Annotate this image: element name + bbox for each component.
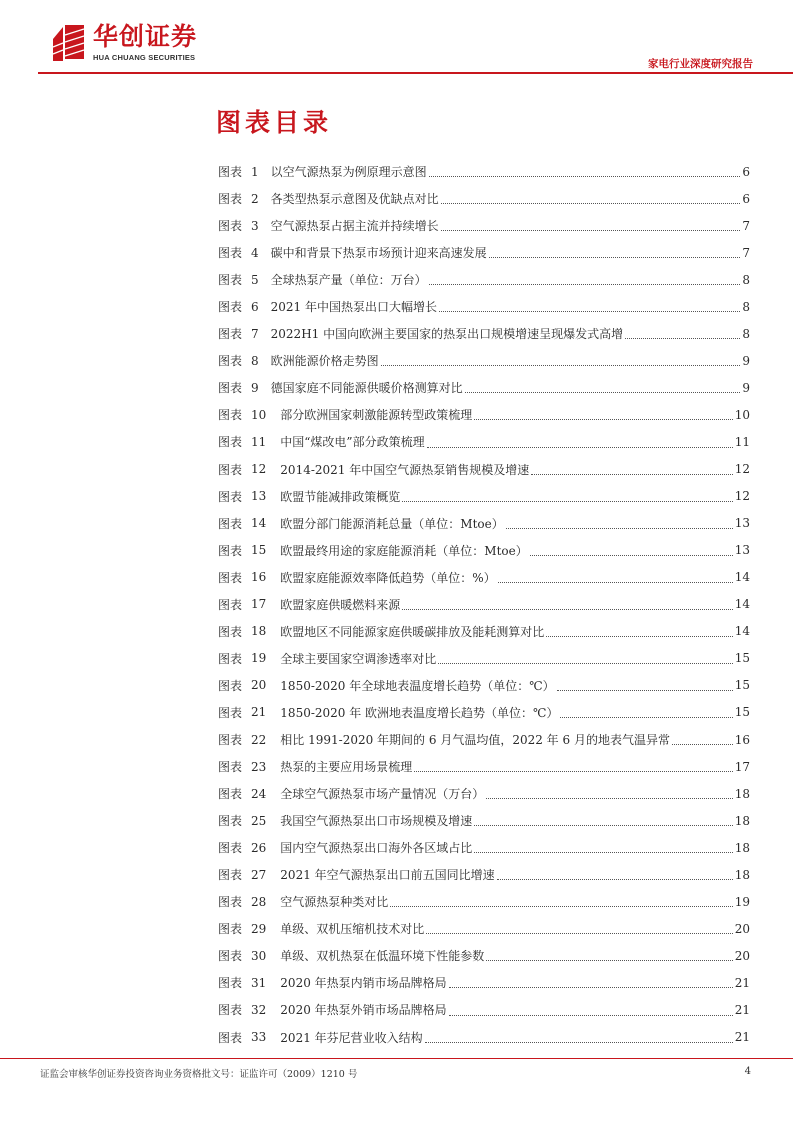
toc-entry-page: 9 <box>742 353 750 368</box>
toc-dot-leader <box>474 824 732 826</box>
toc-entry-page: 6 <box>742 191 750 206</box>
toc-entry-number: 12 <box>251 462 267 477</box>
toc-dot-leader <box>414 770 732 772</box>
toc-entry-number: 27 <box>251 867 267 882</box>
toc-entry[interactable] <box>218 888 750 915</box>
toc-entry-number: 19 <box>251 651 267 666</box>
toc-entry-number: 21 <box>251 705 267 720</box>
toc-entry-title: 欧盟家庭供暖燃料来源 <box>280 597 401 612</box>
toc-entry-number: 7 <box>251 326 259 341</box>
toc-entry[interactable] <box>218 780 750 807</box>
toc-entry-page: 18 <box>734 867 750 882</box>
toc-entry-label: 图表 <box>218 624 243 639</box>
toc-entry-page: 20 <box>734 921 750 936</box>
toc-entry-title: 部分欧洲国家刺激能源转型政策梳理 <box>280 408 473 423</box>
toc-entry-page: 21 <box>734 1002 750 1017</box>
toc-entry-number: 4 <box>251 245 259 260</box>
toc-entry-page: 18 <box>734 786 750 801</box>
toc-entry[interactable] <box>218 915 750 942</box>
toc-dot-leader <box>625 337 740 339</box>
page-header <box>0 0 793 76</box>
toc-entry-title: 欧盟分部门能源消耗总量（单位：Mtoe） <box>280 516 504 531</box>
toc-entry-label: 图表 <box>218 597 243 612</box>
toc-dot-leader <box>560 716 732 718</box>
toc-entry-title: 各类型热泵示意图及优缺点对比 <box>270 192 439 207</box>
toc-dot-leader <box>449 986 733 988</box>
toc-entry[interactable] <box>218 510 750 537</box>
toc-entry[interactable] <box>218 158 750 185</box>
toc-entry-label: 图表 <box>218 462 243 477</box>
toc-entry[interactable] <box>218 537 750 564</box>
toc-entry[interactable] <box>218 266 750 293</box>
toc-entry-title: 2022H1 中国向欧洲主要国家的热泵出口规模增速呈现爆发式高增 <box>270 327 624 342</box>
toc-entry-number: 32 <box>251 1002 267 1017</box>
toc-entry-title: 空气源热泵占据主流并持续增长 <box>270 219 439 234</box>
toc-entry-page: 7 <box>742 218 750 233</box>
toc-dot-leader <box>530 554 733 556</box>
toc-entry-label: 图表 <box>218 814 243 829</box>
toc-entry-title: 2014-2021 年中国空气源热泵销售规模及增速 <box>280 462 530 477</box>
toc-entry-label: 图表 <box>218 246 243 261</box>
toc-entry[interactable] <box>218 753 750 780</box>
toc-entry-number: 25 <box>251 813 267 828</box>
brand-name-en: HUA CHUANG SECURITIES <box>93 53 196 62</box>
toc-dot-leader <box>402 500 732 502</box>
toc-dot-leader <box>427 446 733 448</box>
toc-entry-label: 图表 <box>218 1030 243 1045</box>
header-divider <box>38 72 793 74</box>
toc-entry[interactable] <box>218 239 750 266</box>
toc-entry-number: 10 <box>251 407 267 422</box>
toc-entry-title: 国内空气源热泵出口海外各区域占比 <box>280 841 473 856</box>
toc-dot-leader <box>426 932 732 934</box>
toc-entry-label: 图表 <box>218 516 243 531</box>
toc-entry-page: 14 <box>734 597 750 612</box>
toc-entry-page: 8 <box>742 272 750 287</box>
toc-entry-number: 13 <box>251 489 267 504</box>
toc-entry-page: 18 <box>734 813 750 828</box>
toc-entry-page: 15 <box>734 651 750 666</box>
toc-entry-page: 20 <box>734 948 750 963</box>
toc-entry-label: 图表 <box>218 381 243 396</box>
toc-entry-page: 7 <box>742 245 750 260</box>
toc-entry-label: 图表 <box>218 678 243 693</box>
toc-entry[interactable] <box>218 861 750 888</box>
toc-entry-title: 全球主要国家空调渗透率对比 <box>280 651 437 666</box>
toc-entry[interactable] <box>218 699 750 726</box>
toc-entry-label: 图表 <box>218 787 243 802</box>
footer-license-text: 证监会审核华创证券投资咨询业务资格批文号：证监许可（2009）1210 号 <box>40 1069 358 1080</box>
toc-entry-number: 8 <box>251 353 259 368</box>
toc-entry[interactable] <box>218 456 750 483</box>
toc-entry-title: 欧盟地区不同能源家庭供暖碳排放及能耗测算对比 <box>280 624 545 639</box>
toc-dot-leader <box>438 662 732 664</box>
toc-entry-title: 2020 年热泵内销市场品牌格局 <box>280 976 447 991</box>
toc-entry-number: 24 <box>251 786 267 801</box>
toc-entry-title: 全球热泵产量（单位：万台） <box>270 273 427 288</box>
table-of-figures <box>218 158 750 1051</box>
toc-entry[interactable] <box>218 645 750 672</box>
toc-entry-label: 图表 <box>218 949 243 964</box>
toc-entry-page: 13 <box>734 516 750 531</box>
toc-entry-title: 2021 年芬尼营业收入结构 <box>280 1030 423 1045</box>
huachuang-logo-icon <box>50 23 86 63</box>
toc-entry-label: 图表 <box>218 841 243 856</box>
toc-dot-leader <box>390 905 732 907</box>
toc-entry-label: 图表 <box>218 895 243 910</box>
toc-entry-title: 单级、双机热泵在低温环境下性能参数 <box>280 949 485 964</box>
toc-entry[interactable] <box>218 374 750 401</box>
toc-entry-page: 6 <box>742 164 750 179</box>
toc-entry-title: 欧盟最终用途的家庭能源消耗（单位：Mtoe） <box>280 543 528 558</box>
toc-entry-number: 1 <box>251 164 259 179</box>
toc-entry[interactable] <box>218 726 750 753</box>
toc-entry-number: 33 <box>251 1030 267 1045</box>
toc-entry-number: 22 <box>251 732 267 747</box>
toc-dot-leader <box>506 527 733 529</box>
toc-dot-leader <box>441 202 741 204</box>
toc-entry-number: 18 <box>251 624 267 639</box>
toc-entry-title: 欧洲能源价格走势图 <box>270 354 379 369</box>
toc-entry-title: 我国空气源热泵出口市场规模及增速 <box>280 814 473 829</box>
toc-entry-label: 图表 <box>218 760 243 775</box>
page-title: 图表目录 <box>216 108 333 137</box>
toc-entry-title: 2021 年中国热泵出口大幅增长 <box>270 300 438 315</box>
toc-entry-number: 11 <box>251 434 267 449</box>
toc-dot-leader <box>531 473 732 475</box>
toc-entry-title: 中国“煤改电”部分政策梳理 <box>280 435 425 450</box>
toc-entry-title: 欧盟家庭能源效率降低趋势（单位：%） <box>280 570 496 585</box>
toc-entry[interactable] <box>218 401 750 428</box>
toc-dot-leader <box>439 310 740 312</box>
toc-entry-page: 16 <box>734 732 750 747</box>
toc-entry-number: 15 <box>251 543 267 558</box>
toc-dot-leader <box>489 256 741 258</box>
toc-entry-label: 图表 <box>218 570 243 585</box>
toc-entry-page: 17 <box>734 759 750 774</box>
toc-entry-label: 图表 <box>218 300 243 315</box>
toc-dot-leader <box>441 229 741 231</box>
toc-entry-label: 图表 <box>218 489 243 504</box>
toc-entry-label: 图表 <box>218 976 243 991</box>
toc-entry-label: 图表 <box>218 354 243 369</box>
toc-entry-number: 23 <box>251 759 267 774</box>
toc-entry-label: 图表 <box>218 435 243 450</box>
toc-entry[interactable] <box>218 942 750 969</box>
toc-entry-label: 图表 <box>218 273 243 288</box>
toc-entry-title: 碳中和背景下热泵市场预计迎来高速发展 <box>270 246 487 261</box>
toc-entry-page: 11 <box>734 434 750 449</box>
toc-dot-leader <box>672 743 733 745</box>
toc-entry-label: 图表 <box>218 165 243 180</box>
toc-dot-leader <box>429 283 741 285</box>
toc-dot-leader <box>474 418 732 420</box>
toc-entry-label: 图表 <box>218 651 243 666</box>
toc-dot-leader <box>429 175 741 177</box>
toc-entry-number: 3 <box>251 218 259 233</box>
toc-dot-leader <box>557 689 733 691</box>
toc-entry-label: 图表 <box>218 192 243 207</box>
toc-entry[interactable] <box>218 618 750 645</box>
toc-entry[interactable] <box>218 185 750 212</box>
toc-entry[interactable] <box>218 212 750 239</box>
toc-entry-number: 17 <box>251 597 267 612</box>
toc-entry[interactable] <box>218 1024 750 1051</box>
page-number: 4 <box>744 1066 751 1077</box>
toc-entry-page: 12 <box>734 489 750 504</box>
toc-entry-label: 图表 <box>218 408 243 423</box>
toc-entry[interactable] <box>218 564 750 591</box>
toc-entry-page: 13 <box>734 543 750 558</box>
toc-entry-number: 2 <box>251 191 259 206</box>
toc-dot-leader <box>474 851 732 853</box>
toc-entry-label: 图表 <box>218 1003 243 1018</box>
toc-entry-page: 9 <box>742 380 750 395</box>
toc-entry-page: 8 <box>742 299 750 314</box>
toc-entry-number: 14 <box>251 516 267 531</box>
toc-entry-title: 欧盟节能减排政策概览 <box>280 489 401 504</box>
toc-entry[interactable] <box>218 347 750 374</box>
toc-dot-leader <box>402 608 732 610</box>
toc-entry[interactable] <box>218 591 750 618</box>
toc-entry-title: 1850-2020 年全球地表温度增长趋势（单位：℃） <box>280 678 555 693</box>
toc-entry-number: 28 <box>251 894 267 909</box>
toc-dot-leader <box>497 878 733 880</box>
toc-dot-leader <box>498 581 733 583</box>
toc-entry[interactable] <box>218 672 750 699</box>
toc-dot-leader <box>486 959 732 961</box>
toc-entry-number: 16 <box>251 570 267 585</box>
toc-entry-label: 图表 <box>218 868 243 883</box>
toc-entry-number: 31 <box>251 975 267 990</box>
toc-entry-number: 30 <box>251 948 267 963</box>
toc-dot-leader <box>425 1041 733 1043</box>
toc-entry-label: 图表 <box>218 705 243 720</box>
toc-entry[interactable] <box>218 428 750 455</box>
toc-entry-label: 图表 <box>218 733 243 747</box>
toc-entry-page: 12 <box>734 462 750 477</box>
toc-entry-page: 14 <box>734 624 750 639</box>
toc-dot-leader <box>465 391 741 393</box>
toc-entry-label: 图表 <box>218 543 243 558</box>
toc-entry[interactable] <box>218 996 750 1023</box>
toc-entry-title: 空气源热泵种类对比 <box>280 895 389 910</box>
report-type: 家电行业深度研究报告 <box>648 58 753 70</box>
toc-entry-label: 图表 <box>218 327 243 342</box>
toc-entry-title: 相比 1991-2020 年期间的 6 月气温均值，2022 年 6 月的地表气温异常 <box>280 733 670 747</box>
toc-entry-title: 以空气源热泵为例原理示意图 <box>270 165 427 180</box>
toc-entry[interactable] <box>218 320 750 347</box>
toc-entry[interactable] <box>218 483 750 510</box>
toc-entry-title: 热泵的主要应用场景梳理 <box>280 760 413 775</box>
toc-entry[interactable] <box>218 293 750 320</box>
toc-entry-number: 9 <box>251 380 259 395</box>
toc-dot-leader <box>486 797 732 799</box>
toc-entry-page: 8 <box>742 326 750 341</box>
toc-entry-page: 15 <box>734 678 750 693</box>
footer-divider <box>0 1058 793 1059</box>
toc-dot-leader <box>381 364 741 366</box>
toc-entry[interactable] <box>218 834 750 861</box>
toc-entry-title: 德国家庭不同能源供暖价格测算对比 <box>270 381 463 396</box>
toc-entry-label: 图表 <box>218 922 243 937</box>
toc-entry-page: 10 <box>734 407 750 422</box>
toc-entry-title: 单级、双机压缩机技术对比 <box>280 922 425 937</box>
toc-entry-page: 15 <box>734 705 750 720</box>
toc-entry-label: 图表 <box>218 219 243 234</box>
toc-entry-number: 6 <box>251 299 259 314</box>
toc-entry-number: 5 <box>251 272 259 287</box>
toc-entry-page: 14 <box>734 570 750 585</box>
toc-entry-number: 29 <box>251 921 267 936</box>
toc-dot-leader <box>546 635 732 637</box>
toc-entry-title: 1850-2020 年 欧洲地表温度增长趋势（单位：℃） <box>280 705 559 720</box>
toc-entry-title: 全球空气源热泵市场产量情况（万台） <box>280 787 485 802</box>
toc-entry-page: 21 <box>734 975 750 990</box>
toc-entry-number: 20 <box>251 678 267 693</box>
toc-entry-title: 2020 年热泵外销市场品牌格局 <box>280 1003 447 1018</box>
toc-entry[interactable] <box>218 807 750 834</box>
toc-dot-leader <box>449 1014 733 1016</box>
toc-entry-number: 26 <box>251 840 267 855</box>
brand-name-cn: 华创证券 <box>93 22 198 51</box>
toc-entry-page: 18 <box>734 840 750 855</box>
toc-entry[interactable] <box>218 969 750 996</box>
toc-entry-page: 21 <box>734 1030 750 1045</box>
toc-entry-title: 2021 年空气源热泵出口前五国同比增速 <box>280 868 495 883</box>
toc-entry-page: 19 <box>734 894 750 909</box>
